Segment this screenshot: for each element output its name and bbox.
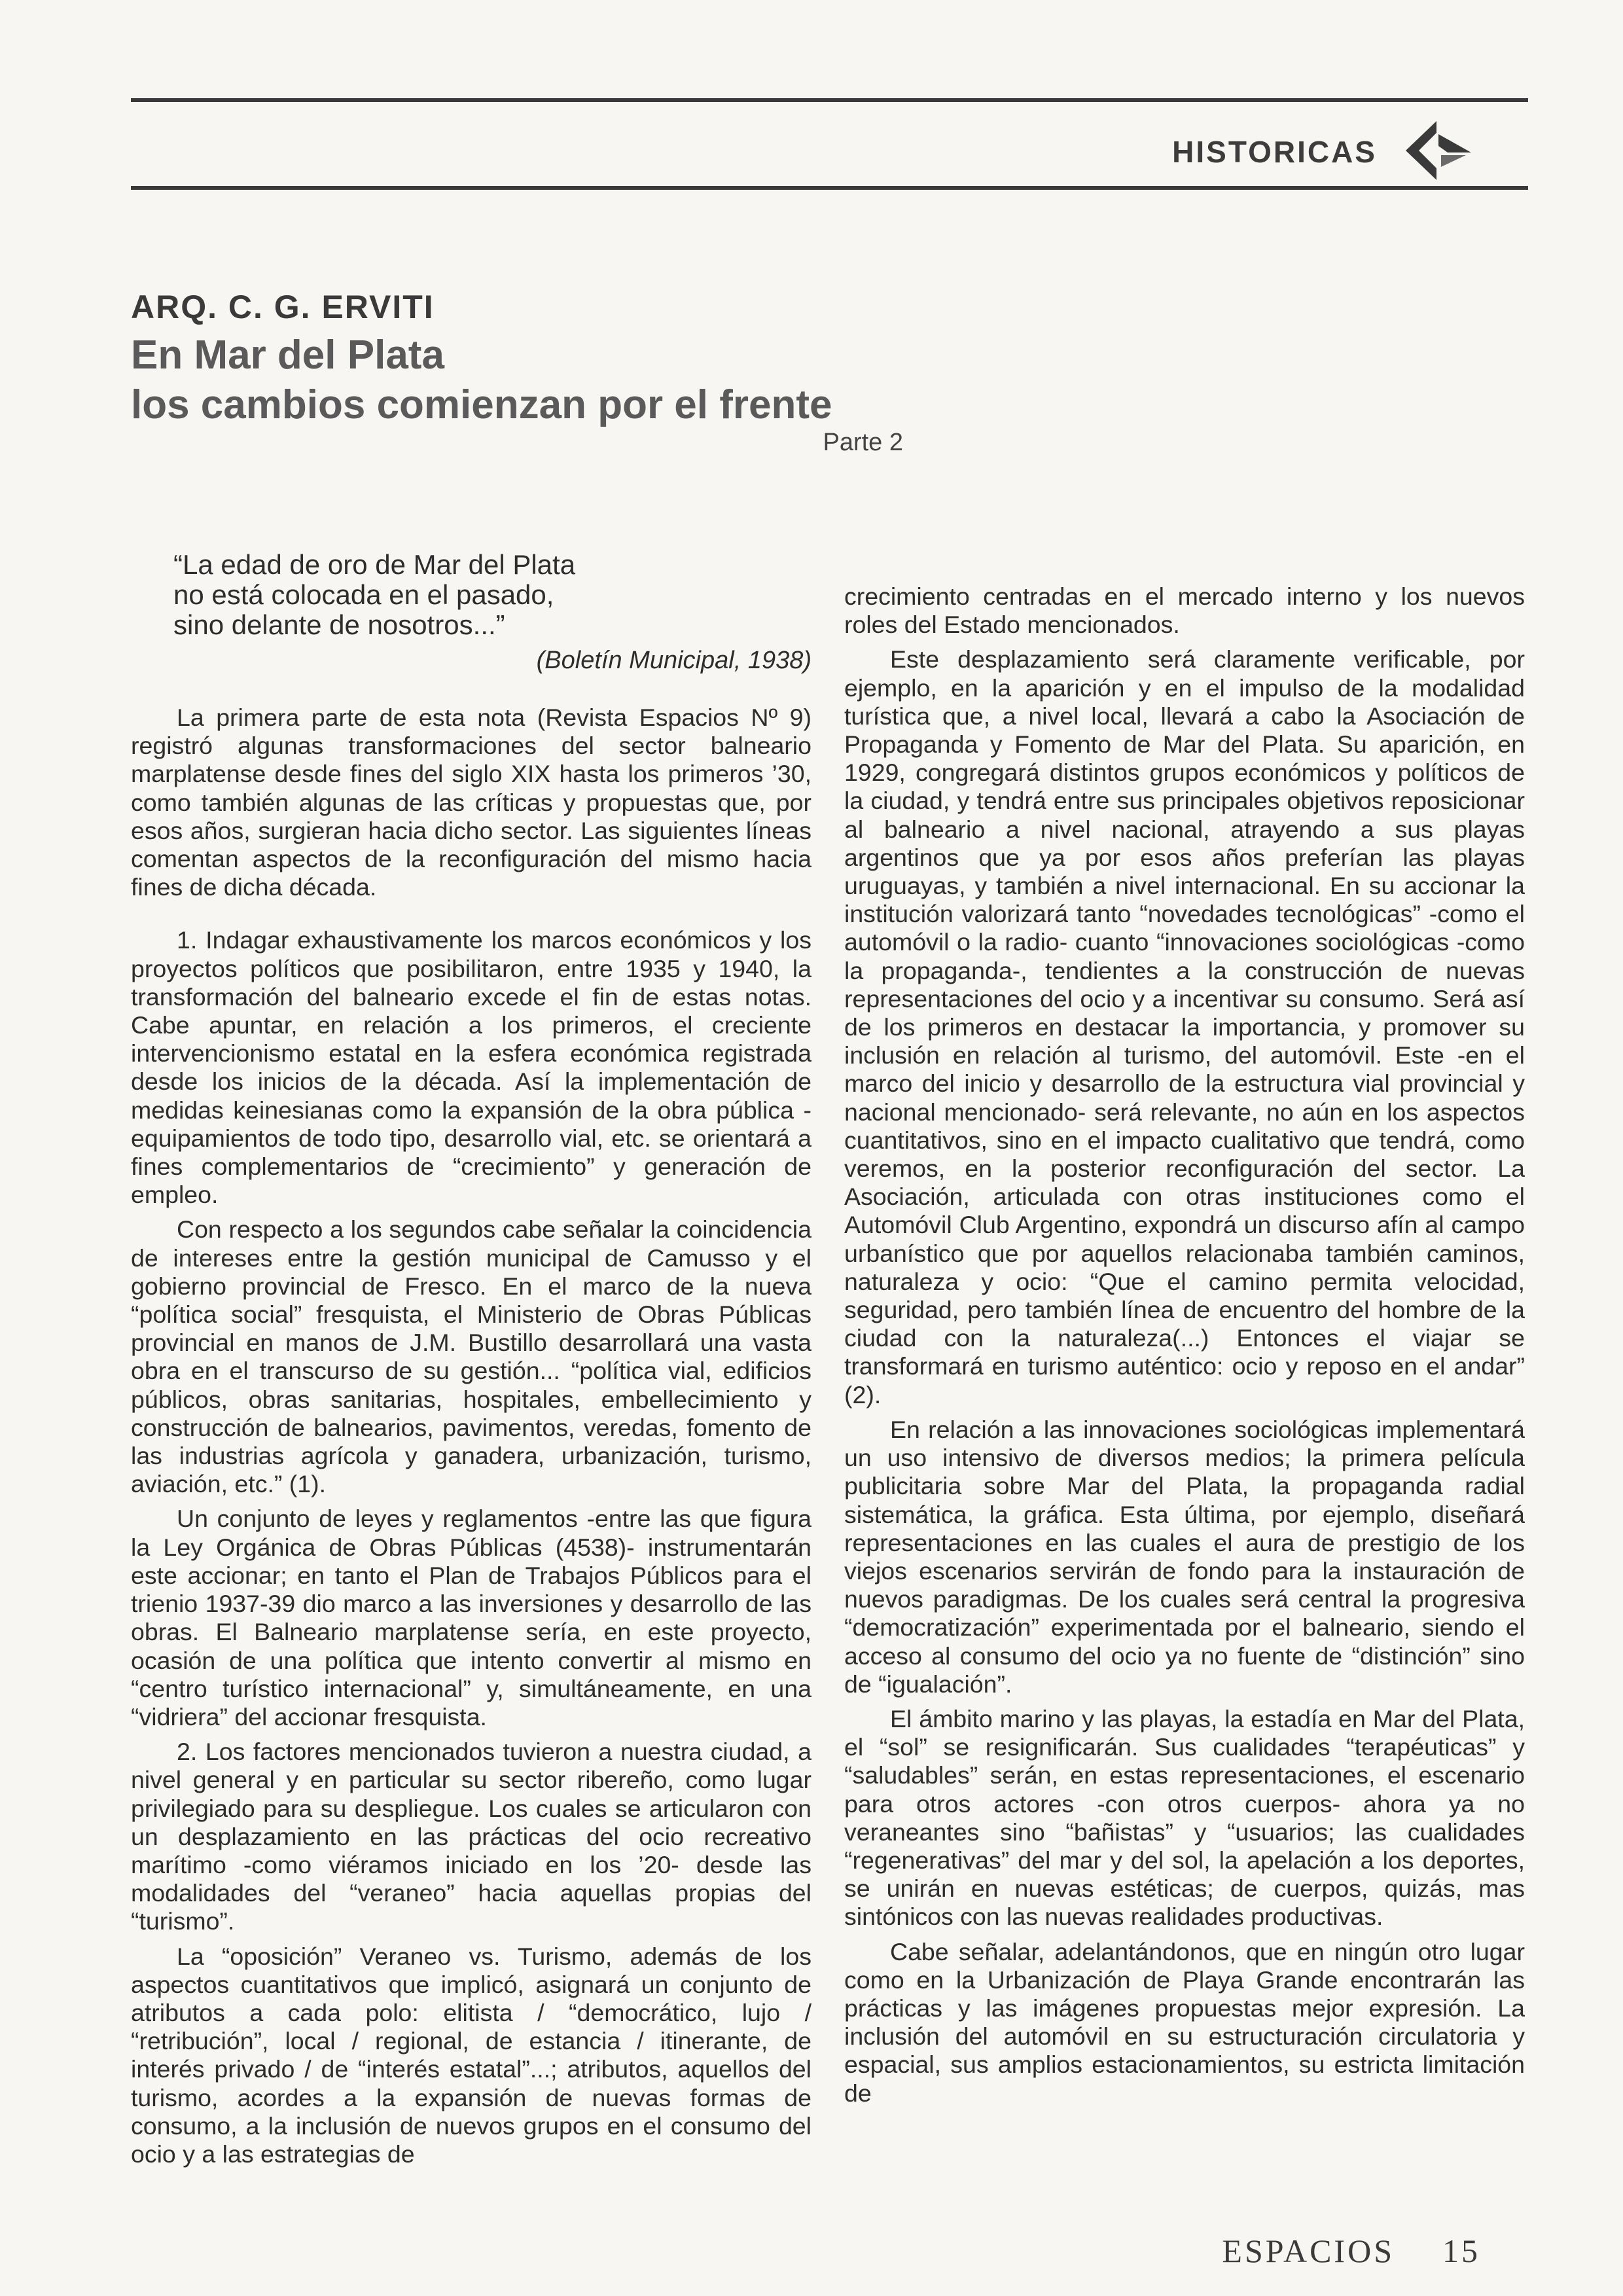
right-paragraph-3: En relación a las innovaciones sociológicas implementará un uso intensivo de diversos medios; la primera película publicitaria sobre Mar del Plata, la propaganda radial sistemática, la gráfica. Esta última, por ejemplo, diseñará representaciones en las cuales el aura de prestigio de los viejos escenarios servirán de fondo para la instauración de nuevos paradigmas. De los cuales será central la progresiva “democratización” experimentada por el balneario, siendo el acceso al consumo del ocio ya no fuente de “distinción” sino de “igualación”.	[844, 1415, 1525, 1698]
left-paragraph-3: Con respecto a los segundos cabe señalar la coincidencia de intereses entre la gestión municipal de Camusso y el gobierno provincial de Fresco. En el marco de la nueva “política social” fresquista, el Ministerio de Obras Públicas provincial en manos de J.M. Bustillo desarrollará una vasta obra en el transcurso de su gestión... “política vial, edificios públicos, obras sanitarias, hospitales, embellecimiento y construcción de balnearios, pavimentos, veredas, fomento de las industrias agrícola y ganadera, urbanización, turismo, aviación, etc.” (1).	[131, 1215, 812, 1498]
part-label: Parte 2	[823, 429, 903, 456]
right-paragraph-2: Este desplazamiento será claramente verificable, por ejemplo, en la aparición y en el impulso de la modalidad turística que, a nivel local, llevará a cabo la Asociación de Propaganda y Fomento de Mar del Plata. Su aparición, en 1929, congregará distintos grupos económicos y políticos de la ciudad, y tendrá entre sus principales objetivos reposicionar al balneario a nivel nacional, atrayendo a sus playas argentinos que ya por esos años preferían las playas uruguayas, y también a nivel internacional. En su accionar la institución valorizará tanto “novedades tecnológicas” -como el automóvil o la radio- cuanto “innovaciones sociológicas -como la propaganda-, tendientes a la construcción de nuevas representaciones del ocio y a incentivar su consumo. Será así de los primeros en destacar la importancia, y promover su inclusión en relación al turismo, del automóvil. Este -en el marco del inicio y desarrollo de la estructura vial provincial y nacional mencionado- será relevante, no aún en los aspectos cuantitativos, sino en el impacto cualitativo que tendrá, como veremos, en la posterior reconfiguración del sector. La Asociación, articulada con otras instituciones como el Automóvil Club Argentino, expondrá un discurso afín al campo urbanístico que por aquellos relacionaba también caminos, naturaleza y ocio: “Que el camino permita velocidad, seguridad, pero también línea de encuentro del hombre de la ciudad con la naturaleza(...) Entonces el viajar se transformará en turismo auténtico: ocio y reposo en el andar” (2).	[844, 645, 1525, 1408]
page-footer	[1222, 2232, 1480, 2270]
right-paragraph-4: El ámbito marino y las playas, la estadía en Mar del Plata, el “sol” se resignificarán. Sus cualidades “terapéuticas” y “saludables” serán, en estas representaciones, el escenario para otros actores -con otros cuerpos- ahora ya no veraneantes sino “bañistas” y “usuarios; las cualidades “regenerativas” del mar y del sol, la apelación a los deportes, se unirán en nuevas estéticas; de cuerpos, quizás, mas sintónicos con las nuevas realidades productivas.	[844, 1704, 1525, 1931]
left-paragraph-5: 2. Los factores mencionados tuvieron a nuestra ciudad, a nivel general y en particular su sector ribereño, como lugar privilegiado para su despliegue. Los cuales se articularon con un desplazamiento en las prácticas del ocio recreativo marítimo -como viéramos iniciado en los ’20- desde las modalidades del “veraneo” hacia aquellas propias del “turismo”.	[131, 1738, 812, 1935]
article-title	[131, 331, 832, 430]
section-arrow-icon	[1400, 115, 1476, 187]
title-line-1: En Mar del Plata	[131, 332, 444, 378]
left-paragraph-4: Un conjunto de leyes y reglamentos -entre las que figura la Ley Orgánica de Obras Públicas (4538)- instrumentarán este accionar; en tanto el Plan de Trabajos Públicos para el trienio 1937-39 dio marco a las inversiones y desarrollo de las obras. El Balneario marplatense sería, en este proyecto, ocasión de una política que intento convertir al mismo en “centro turístico internacional” y, simultáneamente, en una “vidriera” del accionar fresquista.	[131, 1505, 812, 1731]
author-name: ARQ. C. G. ERVITI	[131, 289, 435, 325]
left-paragraph-2: 1. Indagar exhaustivamente los marcos económicos y los proyectos políticos que posibilitaron, entre 1935 y 1940, la transformación del balneario excede el fin de estas notas. Cabe apuntar, en relación a los primeros, el creciente intervencionismo estatal en la esfera económica registrada desde los inicios de la década. Así la implementación de medidas keinesianas como la expansión de la obra pública -equipamientos de todo tipo, desarrollo vial, etc. se orientará a fines complementarios de “crecimiento” y generación de empleo.	[131, 926, 812, 1209]
body-column-left	[131, 704, 812, 2175]
left-paragraph-6: La “oposición” Veraneo vs. Turismo, además de los aspectos cuantitativos que implicó, asignará un conjunto de atributos a cada polo: elitista / “democrático, lujo / “retribución”, local / regional, de estancia / itinerante, de interés privado / de “interés estatal”...; atributos, aquellos del turismo, acordes a la expansión de nuevas formas de consumo, a la inclusión de nuevos grupos en el consumo del ocio y a las estrategias de	[131, 1942, 812, 2168]
quote-source: (Boletín Municipal, 1938)	[536, 647, 812, 674]
epigraph-quote	[173, 550, 812, 675]
right-paragraph-5: Cabe señalar, adelantándonos, que en ningún otro lugar como en la Urbanización de Playa Grande encontrarán las prácticas y las imágenes propuestas mejor expresión. La inclusión del automóvil en su estructuración circulatoria y espacial, sus amplios estacionamientos, su estricta limitación de	[844, 1937, 1525, 2107]
quote-line-3: sino delante de nosotros...”	[173, 609, 505, 640]
title-line-2: los cambios comienzan por el frente	[131, 382, 832, 427]
magazine-name: ESPACIOS	[1222, 2233, 1395, 2269]
section-label: HISTORICAS	[1172, 135, 1377, 169]
header-rule-top	[131, 98, 1528, 102]
header-rule-bottom	[131, 186, 1528, 190]
body-column-right	[844, 583, 1525, 2114]
quote-line-2: no está colocada en el pasado,	[173, 579, 554, 610]
right-paragraph-1: crecimiento centradas en el mercado interno y los nuevos roles del Estado mencionados.	[844, 583, 1525, 639]
quote-line-1: “La edad de oro de Mar del Plata	[173, 549, 576, 580]
left-paragraph-1: La primera parte de esta nota (Revista Espacios Nº 9) registró algunas transformaciones del sector balneario marplatense desde fines del siglo XIX hasta los primeros ’30, como también algunas de las críticas y propuestas que, por esos años, surgieran hacia dicho sector. Las siguientes líneas comentan aspectos de la reconfiguración del mismo hacia fines de dicha década.	[131, 704, 812, 901]
page-number: 15	[1442, 2233, 1480, 2269]
